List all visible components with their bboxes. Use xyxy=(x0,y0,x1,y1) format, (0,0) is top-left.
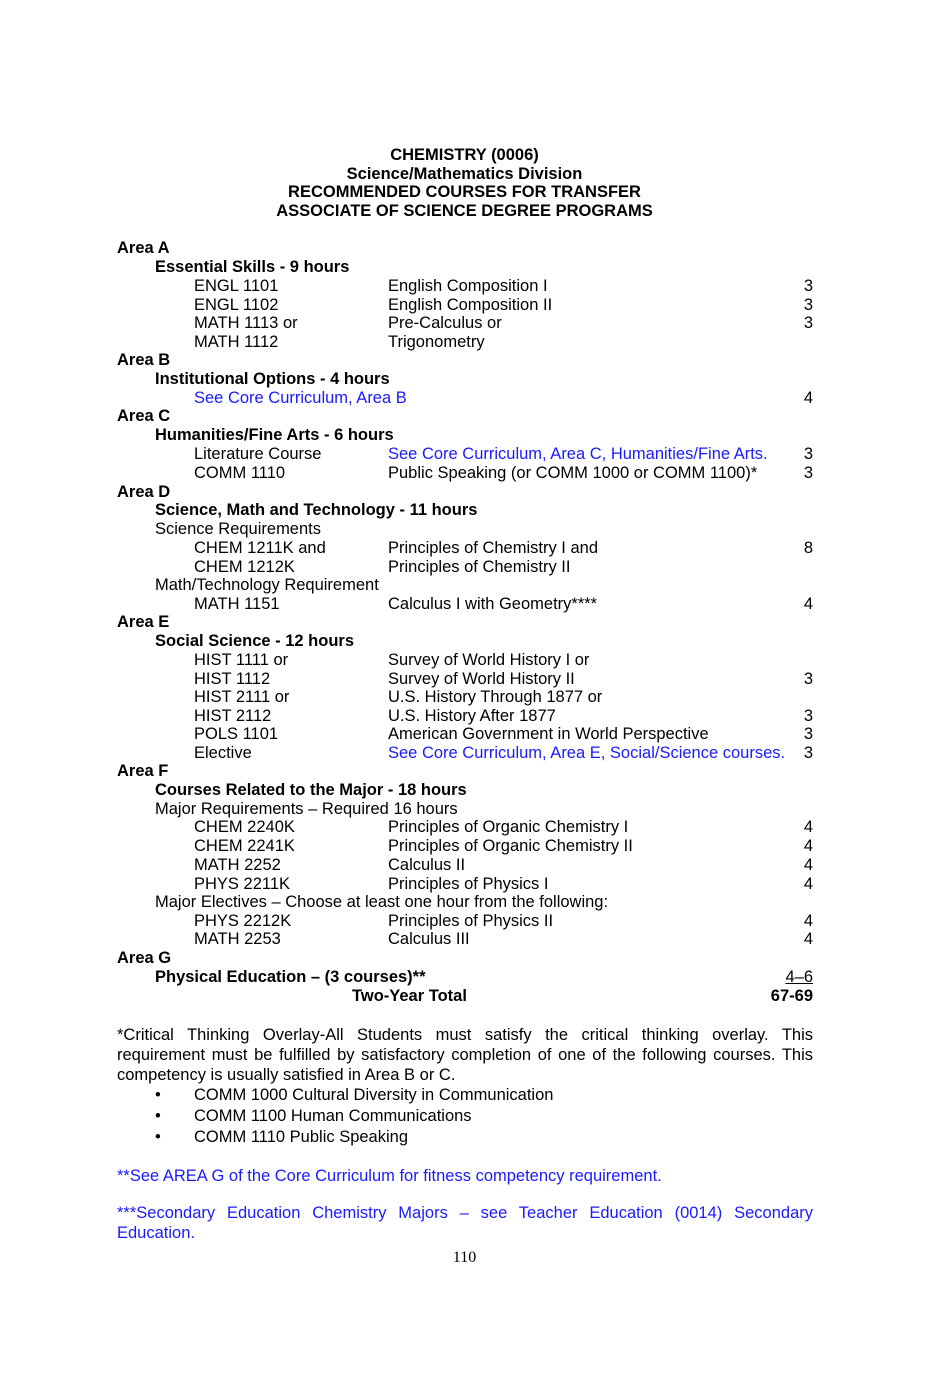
course-code: CHEM 1212K xyxy=(194,558,295,576)
division-title: Science/Mathematics Division xyxy=(346,165,583,183)
area-g-fitness-note-link[interactable]: **See AREA G of the Core Curriculum for fitness competency requirement. xyxy=(117,1167,662,1185)
course-hours: 8 xyxy=(803,539,813,557)
course-hours: 3 xyxy=(803,445,813,463)
course-name: Principles of Physics I xyxy=(388,875,549,893)
course-code: HIST 2111 or xyxy=(194,688,290,706)
core-curriculum-area-c-link[interactable]: See Core Curriculum, Area C, Humanities/Fine Arts. xyxy=(388,445,768,463)
course-code: ENGL 1102 xyxy=(194,296,279,314)
course-hours: 4 xyxy=(803,875,813,893)
course-row xyxy=(0,837,929,856)
course-code: Elective xyxy=(194,744,252,762)
bullet-icon: • xyxy=(155,1107,161,1125)
course-code: MATH 2253 xyxy=(194,930,281,948)
area-b-heading-row xyxy=(0,351,929,370)
course-row xyxy=(0,464,929,483)
area-c-title: Area C xyxy=(117,407,171,425)
course-hours: 4 xyxy=(803,930,813,948)
area-d-sub-row xyxy=(0,501,929,520)
course-code: PHYS 2211K xyxy=(194,875,291,893)
area-f-subtitle: Courses Related to the Major - 18 hours xyxy=(155,781,467,799)
course-name: English Composition I xyxy=(388,277,548,295)
area-g-heading-row xyxy=(0,949,929,968)
course-name: Principles of Organic Chemistry I xyxy=(388,818,629,836)
course-hours: 3 xyxy=(803,464,813,482)
course-row xyxy=(0,856,929,875)
recommended-heading: RECOMMENDED COURSES FOR TRANSFER xyxy=(288,183,641,201)
course-code: HIST 1112 xyxy=(194,670,271,688)
course-hours: 4 xyxy=(803,912,813,930)
course-name: Public Speaking (or COMM 1000 or COMM 1100)* xyxy=(388,464,758,482)
course-name: Calculus III xyxy=(388,930,470,948)
course-hours: 3 xyxy=(803,277,813,295)
bullet-icon: • xyxy=(155,1086,161,1104)
secondary-education-note-link[interactable]: ***Secondary Education Chemistry Majors – see Teacher Education (0014) Secondary Education. xyxy=(117,1204,813,1242)
math-requirement-label: Math/Technology Requirement xyxy=(155,576,379,594)
area-g-hours: 4–6 xyxy=(785,968,813,986)
course-hours: 3 xyxy=(803,296,813,314)
course-row xyxy=(0,445,929,464)
area-d-title: Area D xyxy=(117,483,171,501)
course-row xyxy=(0,707,929,726)
course-hours: 3 xyxy=(803,725,813,743)
course-hours: 3 xyxy=(803,670,813,688)
course-name: Principles of Chemistry II xyxy=(388,558,571,576)
area-f-title: Area F xyxy=(117,762,169,780)
list-item: COMM 1100 Human Communications xyxy=(194,1107,472,1125)
course-name: American Government in World Perspective xyxy=(388,725,709,743)
area-c-subtitle: Humanities/Fine Arts - 6 hours xyxy=(155,426,394,444)
course-row xyxy=(0,651,929,670)
course-code: Literature Course xyxy=(194,445,322,463)
critical-thinking-note: *Critical Thinking Overlay-All Students must satisfy the critical thinking overlay. This requirement must be fulfilled by satisfactory completion of one of the following courses. This competency is usually satisfied in Area B or C. xyxy=(117,1026,813,1084)
course-name: Survey of World History II xyxy=(388,670,575,688)
course-code: PHYS 2212K xyxy=(194,912,292,930)
course-code: CHEM 1211K and xyxy=(194,539,326,557)
course-row xyxy=(0,725,929,744)
course-row xyxy=(0,688,929,707)
area-g-subtitle: Physical Education – (3 courses)** xyxy=(155,968,426,986)
area-f-heading-row xyxy=(0,762,929,781)
course-code: COMM 1110 xyxy=(194,464,286,482)
course-name: Calculus II xyxy=(388,856,466,874)
total-row xyxy=(0,987,929,1006)
major-requirements-label: Major Requirements – Required 16 hours xyxy=(155,800,458,818)
course-code: ENGL 1101 xyxy=(194,277,279,295)
page-number: 110 xyxy=(452,1249,477,1266)
course-row xyxy=(0,296,929,315)
area-c-sub-row xyxy=(0,426,929,445)
area-g-sub-row xyxy=(0,968,929,987)
area-c-heading-row xyxy=(0,407,929,426)
area-a-heading-row xyxy=(0,239,929,258)
major-electives-label: Major Electives – Choose at least one hour from the following: xyxy=(155,893,609,911)
course-row xyxy=(0,389,929,408)
course-hours: 4 xyxy=(803,856,813,874)
course-code: POLS 1101 xyxy=(194,725,279,743)
area-e-sub-row xyxy=(0,632,929,651)
course-hours: 3 xyxy=(803,707,813,725)
area-e-heading-row xyxy=(0,613,929,632)
course-row xyxy=(0,875,929,894)
course-row xyxy=(0,595,929,614)
course-row xyxy=(0,818,929,837)
course-name: Calculus I with Geometry**** xyxy=(388,595,598,613)
course-name: Pre-Calculus or xyxy=(388,314,502,332)
core-curriculum-area-b-link[interactable]: See Core Curriculum, Area B xyxy=(194,389,407,407)
area-b-subtitle: Institutional Options - 4 hours xyxy=(155,370,390,388)
course-name: Principles of Physics II xyxy=(388,912,554,930)
course-hours: 4 xyxy=(803,818,813,836)
course-row xyxy=(0,277,929,296)
math-requirement-row xyxy=(0,576,929,595)
area-e-title: Area E xyxy=(117,613,170,631)
course-row xyxy=(0,333,929,352)
course-code: MATH 2252 xyxy=(194,856,281,874)
course-code: HIST 1111 or xyxy=(194,651,289,669)
course-row xyxy=(0,912,929,931)
course-name: Survey of World History I or xyxy=(388,651,590,669)
science-requirements-row xyxy=(0,520,929,539)
course-row xyxy=(0,539,929,558)
area-b-title: Area B xyxy=(117,351,171,369)
total-hours: 67-69 xyxy=(770,987,813,1005)
course-code: MATH 1151 xyxy=(194,595,280,613)
course-row xyxy=(0,744,929,763)
course-name: U.S. History Through 1877 or xyxy=(388,688,603,706)
program-title: CHEMISTRY (0006) xyxy=(390,146,539,164)
course-name: U.S. History After 1877 xyxy=(388,707,556,725)
area-b-sub-row xyxy=(0,370,929,389)
course-row xyxy=(0,670,929,689)
course-hours: 4 xyxy=(803,389,813,407)
course-code: CHEM 2240K xyxy=(194,818,295,836)
area-a-subtitle: Essential Skills - 9 hours xyxy=(155,258,350,276)
core-curriculum-area-e-link[interactable]: See Core Curriculum, Area E, Social/Science courses. xyxy=(388,744,786,762)
course-code: HIST 2112 xyxy=(194,707,272,725)
bullet-icon: • xyxy=(155,1128,161,1146)
area-a-title: Area A xyxy=(117,239,170,257)
total-label: Two-Year Total xyxy=(352,987,467,1005)
course-name: Principles of Chemistry I and xyxy=(388,539,598,557)
course-hours: 3 xyxy=(803,744,813,762)
course-name: English Composition II xyxy=(388,296,553,314)
course-hours: 3 xyxy=(803,314,813,332)
major-requirements-row xyxy=(0,800,929,819)
course-hours: 4 xyxy=(803,837,813,855)
area-d-heading-row xyxy=(0,483,929,502)
area-a-sub-row xyxy=(0,258,929,277)
area-f-sub-row xyxy=(0,781,929,800)
course-code: CHEM 2241K xyxy=(194,837,295,855)
course-name: Principles of Organic Chemistry II xyxy=(388,837,633,855)
course-name: Trigonometry xyxy=(388,333,485,351)
area-e-subtitle: Social Science - 12 hours xyxy=(155,632,354,650)
list-item: COMM 1000 Cultural Diversity in Communication xyxy=(194,1086,554,1104)
course-code: MATH 1112 xyxy=(194,333,279,351)
course-hours: 4 xyxy=(803,595,813,613)
degree-heading: ASSOCIATE OF SCIENCE DEGREE PROGRAMS xyxy=(276,202,653,220)
course-code: MATH 1113 or xyxy=(194,314,298,332)
course-row xyxy=(0,930,929,949)
area-d-subtitle: Science, Math and Technology - 11 hours xyxy=(155,501,478,519)
major-electives-row xyxy=(0,893,929,912)
list-item: COMM 1110 Public Speaking xyxy=(194,1128,408,1146)
area-g-title: Area G xyxy=(117,949,172,967)
science-requirements-label: Science Requirements xyxy=(155,520,321,538)
course-row xyxy=(0,314,929,333)
course-row xyxy=(0,558,929,577)
